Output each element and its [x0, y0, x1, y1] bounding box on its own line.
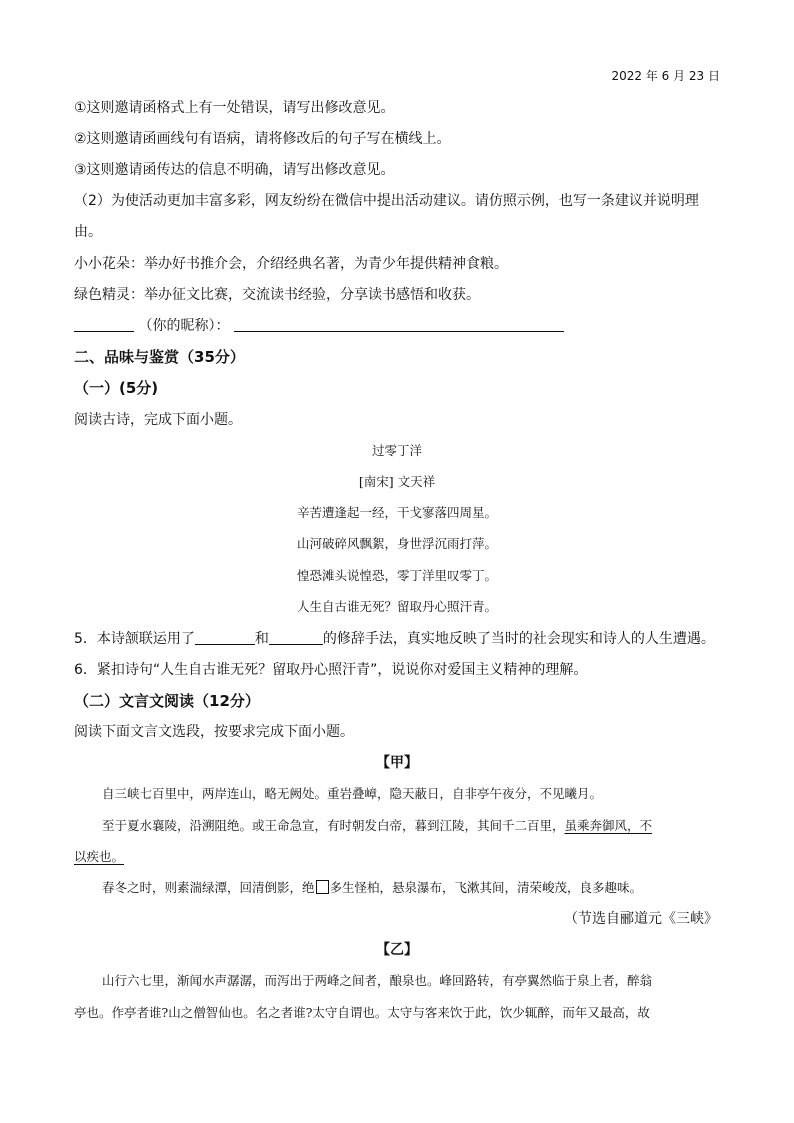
- passage-jia-label: 【甲】: [376, 755, 418, 771]
- poem-author: [南宋] 文天祥: [358, 474, 436, 489]
- question-2: ②这则邀请函画线句有语病，请将修改后的句子写在横线上。: [74, 131, 451, 147]
- passage-yi-line-2: 亭也。作亭者谁?山之僧智仙也。名之者谁?太守自谓也。太守与客来饮于此，饮少辄醉，而年又最高，故: [74, 1005, 650, 1020]
- subsection-1-heading: （一）(5分): [74, 379, 159, 397]
- passage-yi-label: 【乙】: [376, 942, 418, 958]
- underlined-sentence: 虽乘奔御风，不: [564, 818, 653, 833]
- answer-blank-2[interactable]: [269, 630, 323, 645]
- nickname-blank[interactable]: [74, 317, 134, 332]
- example-1: 小小花朵：举办好书推介会，介绍经典名著，为青少年提供精神食粮。: [74, 256, 508, 272]
- subsection-2-heading: （二）文言文阅读（12分）: [74, 692, 260, 710]
- passage-jia-paragraph-2: [74, 816, 748, 836]
- poem-line-4: 人生自古谁无死？留取丹心照汗青。: [296, 599, 497, 614]
- poem-line-1: 辛苦遭逢起一经，干戈寥落四周星。: [296, 505, 497, 520]
- question-6: 6．紧扣诗句“人生自古谁无死？留取丹心照汗青”，说说你对爱国主义精神的理解。: [74, 662, 588, 678]
- question-5: [74, 629, 715, 649]
- passage-source: （节选自郦道元《三峡》: [564, 911, 718, 927]
- instruction-1: 阅读古诗，完成下面小题。: [74, 412, 242, 428]
- underlined-sentence-end: 以疾也。: [74, 849, 125, 864]
- answer-blank-1[interactable]: [195, 630, 255, 645]
- nickname-line: [74, 316, 564, 336]
- passage-yi-line-1: 山行六七里，渐闻水声潺潺，而泻出于两峰之间者，酿泉也。峰回路转，有亭翼然临于泉上者，醉翁: [102, 973, 653, 988]
- question-5-part-a: 5．本诗颔联运用了: [74, 631, 195, 647]
- passage-jia-paragraph-1: 自三峡七百里中，两岸连山，略无阙处。重岩叠嶂，隐天蔽日，自非亭午夜分，不见曦月。: [102, 786, 603, 801]
- poem-title: 过零丁洋: [371, 443, 422, 458]
- paragraph-3-text-b: 多生怪柏，悬泉瀑布，飞漱其间，清荣峻茂，良多趣味。: [329, 880, 643, 895]
- example-2: 绿色精灵：举办征文比赛，交流读书经验，分享读书感悟和收获。: [74, 287, 480, 303]
- poem-line-2: 山河破碎风飘絮，身世浮沉雨打萍。: [296, 536, 497, 551]
- question-1: ①这则邀请函格式上有一处错误，请写出修改意见。: [74, 100, 395, 116]
- nickname-label: （你的昵称）：: [138, 318, 230, 334]
- question-4-line1: （2）为使活动更加丰富多彩，网友纷纷在微信中提出活动建议。请仿照示例，也写一条建议并说明理: [74, 193, 699, 209]
- instruction-2: 阅读下面文言文选段，按要求完成下面小题。: [74, 724, 354, 740]
- question-5-part-b: 和: [254, 631, 269, 647]
- paragraph-2-text: 至于夏水襄陵，沿溯阻绝。或王命急宣，有时朝发白帝，暮到江陵，其间千二百里，: [102, 818, 565, 833]
- question-5-part-c: 的修辞手法，真实地反映了当时的社会现实和诗人的人生遭遇。: [322, 631, 715, 647]
- section-2-heading: 二、品味与鉴赏（35分）: [74, 348, 245, 366]
- missing-character-box: [316, 880, 329, 894]
- question-3: ③这则邀请函传达的信息不明确，请写出修改意见。: [74, 162, 395, 178]
- date: 2022 年 6 月 23 日: [611, 69, 720, 83]
- passage-jia-paragraph-3: [74, 878, 748, 898]
- suggestion-blank[interactable]: [234, 317, 564, 332]
- poem-line-3: 惶恐滩头说惶恐，零丁洋里叹零丁。: [296, 568, 497, 583]
- paragraph-3-text-a: 春冬之时，则素湍绿潭，回清倒影，绝: [102, 880, 315, 895]
- question-4-line2: 由。: [74, 224, 102, 240]
- passage-jia-paragraph-2-cont: [74, 847, 720, 867]
